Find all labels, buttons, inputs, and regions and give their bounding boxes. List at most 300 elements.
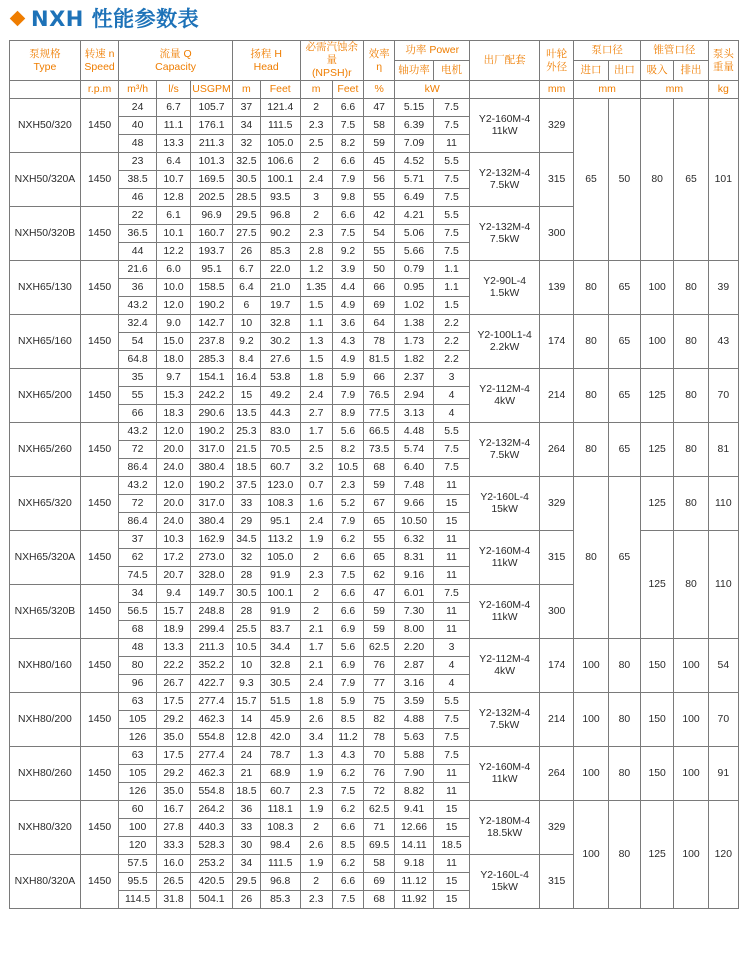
shaft-power: 0.95 (395, 279, 434, 297)
unit-speed: r.p.m (80, 81, 119, 99)
motor-power: 1.5 (433, 297, 469, 315)
flow-ls: 35.0 (156, 729, 190, 747)
model-speed: 1450 (80, 531, 119, 585)
shaft-power: 4.21 (395, 207, 434, 225)
efficiency: 69 (364, 873, 395, 891)
flow-m3h: 72 (119, 495, 156, 513)
flow-ls: 24.0 (156, 459, 190, 477)
flow-usgpm: 162.9 (191, 531, 233, 549)
head-ft: 96.8 (260, 873, 300, 891)
pump-inlet: 100 (574, 801, 608, 909)
flow-m3h: 100 (119, 819, 156, 837)
motor-model: Y2-132M-4 (478, 221, 531, 233)
table-row (10, 99, 739, 117)
header-weight: 泵头 重量 (708, 41, 738, 81)
model-type: NXH50/320 (10, 99, 81, 153)
head-m: 33 (232, 819, 260, 837)
npsh-ft: 6.6 (332, 207, 363, 225)
motor-rated-power: 15kW (491, 503, 518, 515)
head-ft: 70.5 (260, 441, 300, 459)
motor-rated-power: 1.5kW (489, 287, 520, 299)
npsh-ft: 5.9 (332, 693, 363, 711)
npsh-ft: 5.6 (332, 639, 363, 657)
motor-power: 18.5 (433, 837, 469, 855)
flow-ls: 27.8 (156, 819, 190, 837)
flow-ls: 26.7 (156, 675, 190, 693)
motor-match (470, 531, 540, 585)
shaft-power: 8.82 (395, 783, 434, 801)
motor-match (470, 153, 540, 207)
shaft-power: 2.20 (395, 639, 434, 657)
impeller-diameter: 315 (540, 153, 574, 207)
npsh-ft: 6.9 (332, 621, 363, 639)
pump-weight: 120 (708, 801, 738, 909)
flow-m3h: 43.2 (119, 423, 156, 441)
motor-power: 3 (433, 639, 469, 657)
head-ft: 85.3 (260, 891, 300, 909)
motor-rated-power: 7.5kW (489, 449, 520, 461)
npsh-m: 1.1 (300, 315, 332, 333)
head-ft: 111.5 (260, 117, 300, 135)
impeller-diameter: 174 (540, 315, 574, 369)
head-m: 29.5 (232, 207, 260, 225)
npsh-ft: 6.9 (332, 657, 363, 675)
head-ft: 98.4 (260, 837, 300, 855)
flow-usgpm: 193.7 (191, 243, 233, 261)
header-pipe-suction: 吸入 (641, 61, 674, 81)
impeller-diameter: 329 (540, 477, 574, 531)
efficiency: 59 (364, 621, 395, 639)
model-speed: 1450 (80, 423, 119, 477)
motor-power: 1.1 (433, 261, 469, 279)
model-speed: 1450 (80, 315, 119, 369)
flow-usgpm: 422.7 (191, 675, 233, 693)
head-ft: 85.3 (260, 243, 300, 261)
impeller-diameter: 315 (540, 531, 574, 585)
motor-match (470, 855, 540, 909)
head-ft: 42.0 (260, 729, 300, 747)
efficiency: 69.5 (364, 837, 395, 855)
flow-m3h: 74.5 (119, 567, 156, 585)
pipe-suction: 125 (641, 801, 674, 909)
motor-model: Y2-90L-4 (483, 275, 526, 287)
model-type: NXH80/320 (10, 801, 81, 855)
header-npsh: 必需汽蚀余量 (NPSH)r (300, 41, 364, 81)
flow-ls: 6.7 (156, 99, 190, 117)
motor-power: 1.1 (433, 279, 469, 297)
motor-match (470, 585, 540, 639)
header-pipe-discharge: 排出 (674, 61, 708, 81)
model-type: NXH65/320B (10, 585, 81, 639)
npsh-m: 1.5 (300, 351, 332, 369)
header-speed: 转速 n Speed (80, 41, 119, 81)
unit-motor-match-blank (470, 81, 540, 99)
flow-ls: 20.0 (156, 441, 190, 459)
flow-m3h: 38.5 (119, 171, 156, 189)
shaft-power: 5.15 (395, 99, 434, 117)
head-ft: 105.0 (260, 135, 300, 153)
efficiency: 76 (364, 657, 395, 675)
motor-model: Y2-160L-4 (480, 869, 529, 881)
header-pipe-port: 锥管口径 (641, 41, 709, 61)
pump-weight: 39 (708, 261, 738, 315)
flow-m3h: 86.4 (119, 459, 156, 477)
flow-m3h: 68 (119, 621, 156, 639)
head-m: 30.5 (232, 171, 260, 189)
npsh-ft: 9.8 (332, 189, 363, 207)
motor-power: 2.2 (433, 333, 469, 351)
flow-m3h: 105 (119, 711, 156, 729)
npsh-m: 0.7 (300, 477, 332, 495)
motor-power: 5.5 (433, 207, 469, 225)
efficiency: 62.5 (364, 801, 395, 819)
head-m: 37 (232, 99, 260, 117)
npsh-m: 1.8 (300, 693, 332, 711)
flow-ls: 6.4 (156, 153, 190, 171)
pump-weight: 70 (708, 369, 738, 423)
unit-pump-port: mm (574, 81, 641, 99)
flow-usgpm: 290.6 (191, 405, 233, 423)
flow-usgpm: 154.1 (191, 369, 233, 387)
npsh-m: 2.3 (300, 225, 332, 243)
npsh-ft: 5.6 (332, 423, 363, 441)
head-m: 34 (232, 855, 260, 873)
table-row (10, 747, 739, 765)
shaft-power: 5.06 (395, 225, 434, 243)
model-speed: 1450 (80, 585, 119, 639)
npsh-ft: 11.2 (332, 729, 363, 747)
efficiency: 65 (364, 549, 395, 567)
header-pump-outlet: 出口 (608, 61, 640, 81)
motor-match (470, 99, 540, 153)
efficiency: 59 (364, 477, 395, 495)
flow-m3h: 62 (119, 549, 156, 567)
motor-power: 11 (433, 621, 469, 639)
motor-model: Y2-112M-4 (479, 383, 530, 395)
model-speed: 1450 (80, 693, 119, 747)
flow-ls: 18.3 (156, 405, 190, 423)
head-m: 18.5 (232, 783, 260, 801)
motor-power: 7.5 (433, 243, 469, 261)
shaft-power: 1.73 (395, 333, 434, 351)
flow-m3h: 23 (119, 153, 156, 171)
efficiency: 68 (364, 891, 395, 909)
flow-usgpm: 317.0 (191, 495, 233, 513)
flow-m3h: 32.4 (119, 315, 156, 333)
motor-rated-power: 11kW (491, 125, 518, 137)
motor-power: 15 (433, 819, 469, 837)
shaft-power: 4.52 (395, 153, 434, 171)
efficiency: 62 (364, 567, 395, 585)
motor-power: 7.5 (433, 441, 469, 459)
head-m: 25.3 (232, 423, 260, 441)
npsh-ft: 6.2 (332, 765, 363, 783)
flow-m3h: 36.5 (119, 225, 156, 243)
flow-ls: 12.0 (156, 423, 190, 441)
efficiency: 78 (364, 729, 395, 747)
pump-weight: 54 (708, 639, 738, 693)
motor-power: 7.5 (433, 747, 469, 765)
flow-ls: 16.0 (156, 855, 190, 873)
motor-rated-power: 7.5kW (489, 719, 520, 731)
model-type: NXH65/320A (10, 531, 81, 585)
unit-weight: kg (708, 81, 738, 99)
pipe-suction: 125 (641, 369, 674, 423)
efficiency: 69 (364, 297, 395, 315)
npsh-ft: 5.9 (332, 369, 363, 387)
npsh-m: 2 (300, 207, 332, 225)
flow-m3h: 96 (119, 675, 156, 693)
efficiency: 73.5 (364, 441, 395, 459)
npsh-ft: 8.2 (332, 135, 363, 153)
flow-m3h: 56.5 (119, 603, 156, 621)
shaft-power: 1.38 (395, 315, 434, 333)
model-speed: 1450 (80, 801, 119, 855)
npsh-ft: 6.6 (332, 549, 363, 567)
head-m: 24 (232, 747, 260, 765)
head-ft: 78.7 (260, 747, 300, 765)
efficiency: 47 (364, 585, 395, 603)
flow-ls: 20.0 (156, 495, 190, 513)
pump-weight: 91 (708, 747, 738, 801)
shaft-power: 11.92 (395, 891, 434, 909)
flow-m3h: 72 (119, 441, 156, 459)
pump-inlet: 80 (574, 369, 608, 423)
motor-rated-power: 4kW (494, 395, 516, 407)
npsh-m: 1.3 (300, 747, 332, 765)
npsh-ft: 6.6 (332, 99, 363, 117)
flow-m3h: 66 (119, 405, 156, 423)
npsh-ft: 7.5 (332, 225, 363, 243)
npsh-m: 2 (300, 819, 332, 837)
npsh-m: 3.2 (300, 459, 332, 477)
flow-ls: 12.0 (156, 477, 190, 495)
flow-ls: 17.2 (156, 549, 190, 567)
model-type: NXH65/200 (10, 369, 81, 423)
efficiency: 59 (364, 603, 395, 621)
npsh-ft: 3.9 (332, 261, 363, 279)
header-pump-port: 泵口径 (574, 41, 641, 61)
head-m: 10 (232, 315, 260, 333)
pipe-discharge: 80 (674, 477, 708, 531)
flow-ls: 26.5 (156, 873, 190, 891)
head-ft: 60.7 (260, 459, 300, 477)
head-ft: 118.1 (260, 801, 300, 819)
head-m: 18.5 (232, 459, 260, 477)
flow-usgpm: 440.3 (191, 819, 233, 837)
head-m: 26 (232, 891, 260, 909)
shaft-power: 5.71 (395, 171, 434, 189)
npsh-m: 3.4 (300, 729, 332, 747)
model-type: NXH80/200 (10, 693, 81, 747)
shaft-power: 2.87 (395, 657, 434, 675)
npsh-m: 2.1 (300, 621, 332, 639)
npsh-m: 1.35 (300, 279, 332, 297)
head-ft: 90.2 (260, 225, 300, 243)
head-m: 21 (232, 765, 260, 783)
flow-ls: 20.7 (156, 567, 190, 585)
pipe-suction: 125 (641, 531, 674, 639)
efficiency: 58 (364, 855, 395, 873)
motor-rated-power: 11kW (491, 611, 518, 623)
head-ft: 108.3 (260, 495, 300, 513)
flow-m3h: 24 (119, 99, 156, 117)
motor-power: 11 (433, 549, 469, 567)
flow-ls: 22.2 (156, 657, 190, 675)
unit-type-blank (10, 81, 81, 99)
head-m: 32 (232, 135, 260, 153)
unit-impeller: mm (540, 81, 574, 99)
shaft-power: 1.82 (395, 351, 434, 369)
motor-model: Y2-160M-4 (478, 599, 531, 611)
shaft-power: 3.59 (395, 693, 434, 711)
flow-usgpm: 277.4 (191, 747, 233, 765)
motor-rated-power: 4kW (494, 665, 516, 677)
motor-power: 7.5 (433, 99, 469, 117)
flow-m3h: 105 (119, 765, 156, 783)
shaft-power: 9.16 (395, 567, 434, 585)
npsh-m: 1.8 (300, 369, 332, 387)
motor-power: 4 (433, 387, 469, 405)
flow-m3h: 46 (119, 189, 156, 207)
head-m: 9.2 (232, 333, 260, 351)
npsh-m: 2.3 (300, 891, 332, 909)
pump-outlet: 80 (608, 801, 640, 909)
motor-power: 3 (433, 369, 469, 387)
npsh-m: 1.9 (300, 531, 332, 549)
model-speed: 1450 (80, 369, 119, 423)
pump-inlet: 100 (574, 747, 608, 801)
pipe-suction: 125 (641, 477, 674, 531)
pipe-suction: 150 (641, 693, 674, 747)
head-ft: 51.5 (260, 693, 300, 711)
head-m: 29 (232, 513, 260, 531)
model-type: NXH80/160 (10, 639, 81, 693)
unit-efficiency: % (364, 81, 395, 99)
header-motor: 电机 (433, 61, 469, 81)
motor-power: 11 (433, 783, 469, 801)
model-type: NXH50/320B (10, 207, 81, 261)
efficiency: 58 (364, 117, 395, 135)
flow-m3h: 63 (119, 693, 156, 711)
motor-match (470, 693, 540, 747)
model-speed: 1450 (80, 153, 119, 207)
head-m: 33 (232, 495, 260, 513)
motor-power: 11 (433, 567, 469, 585)
npsh-ft: 8.5 (332, 837, 363, 855)
npsh-m: 2.4 (300, 675, 332, 693)
efficiency: 66.5 (364, 423, 395, 441)
efficiency: 78 (364, 333, 395, 351)
efficiency: 55 (364, 189, 395, 207)
head-m: 6.4 (232, 279, 260, 297)
head-ft: 32.8 (260, 315, 300, 333)
flow-m3h: 86.4 (119, 513, 156, 531)
shaft-power: 10.50 (395, 513, 434, 531)
efficiency: 66 (364, 279, 395, 297)
shaft-power: 2.37 (395, 369, 434, 387)
head-m: 34 (232, 117, 260, 135)
flow-m3h: 60 (119, 801, 156, 819)
flow-usgpm: 190.2 (191, 423, 233, 441)
npsh-m: 1.7 (300, 423, 332, 441)
efficiency: 76 (364, 765, 395, 783)
shaft-power: 14.11 (395, 837, 434, 855)
npsh-ft: 9.2 (332, 243, 363, 261)
motor-model: Y2-132M-4 (478, 707, 531, 719)
npsh-ft: 6.2 (332, 855, 363, 873)
motor-power: 11 (433, 531, 469, 549)
flow-ls: 9.0 (156, 315, 190, 333)
table-row (10, 369, 739, 387)
pump-outlet: 80 (608, 639, 640, 693)
flow-usgpm: 528.3 (191, 837, 233, 855)
motor-model: Y2-160M-4 (478, 761, 531, 773)
shaft-power: 8.00 (395, 621, 434, 639)
shaft-power: 9.41 (395, 801, 434, 819)
npsh-m: 3 (300, 189, 332, 207)
efficiency: 55 (364, 531, 395, 549)
motor-match (470, 369, 540, 423)
motor-match (470, 801, 540, 855)
motor-power: 7.5 (433, 585, 469, 603)
motor-power: 11 (433, 477, 469, 495)
flow-ls: 6.0 (156, 261, 190, 279)
diamond-bullet-icon (10, 10, 26, 26)
flow-ls: 12.8 (156, 189, 190, 207)
flow-ls: 13.3 (156, 135, 190, 153)
npsh-m: 2.6 (300, 711, 332, 729)
motor-match (470, 261, 540, 315)
flow-ls: 33.3 (156, 837, 190, 855)
npsh-ft: 6.6 (332, 153, 363, 171)
shaft-power: 6.32 (395, 531, 434, 549)
unit-pipe-port: mm (641, 81, 709, 99)
flow-usgpm: 142.7 (191, 315, 233, 333)
shaft-power: 7.09 (395, 135, 434, 153)
head-ft: 100.1 (260, 585, 300, 603)
efficiency: 65 (364, 513, 395, 531)
npsh-m: 1.6 (300, 495, 332, 513)
pipe-suction: 150 (641, 747, 674, 801)
head-ft: 68.9 (260, 765, 300, 783)
shaft-power: 9.66 (395, 495, 434, 513)
flow-m3h: 35 (119, 369, 156, 387)
npsh-ft: 7.5 (332, 567, 363, 585)
shaft-power: 1.02 (395, 297, 434, 315)
pump-weight: 110 (708, 531, 738, 639)
motor-power: 11 (433, 135, 469, 153)
head-ft: 22.0 (260, 261, 300, 279)
npsh-ft: 5.2 (332, 495, 363, 513)
unit-flow-usgpm: USGPM (191, 81, 233, 99)
motor-power: 7.5 (433, 711, 469, 729)
impeller-diameter: 300 (540, 207, 574, 261)
flow-usgpm: 202.5 (191, 189, 233, 207)
npsh-m: 2.3 (300, 783, 332, 801)
head-m: 32 (232, 549, 260, 567)
head-ft: 96.8 (260, 207, 300, 225)
motor-power: 2.2 (433, 351, 469, 369)
flow-m3h: 21.6 (119, 261, 156, 279)
npsh-ft: 3.6 (332, 315, 363, 333)
efficiency: 70 (364, 747, 395, 765)
npsh-m: 2.4 (300, 513, 332, 531)
model-type: NXH65/320 (10, 477, 81, 531)
impeller-diameter: 174 (540, 639, 574, 693)
npsh-ft: 6.2 (332, 801, 363, 819)
flow-m3h: 43.2 (119, 477, 156, 495)
